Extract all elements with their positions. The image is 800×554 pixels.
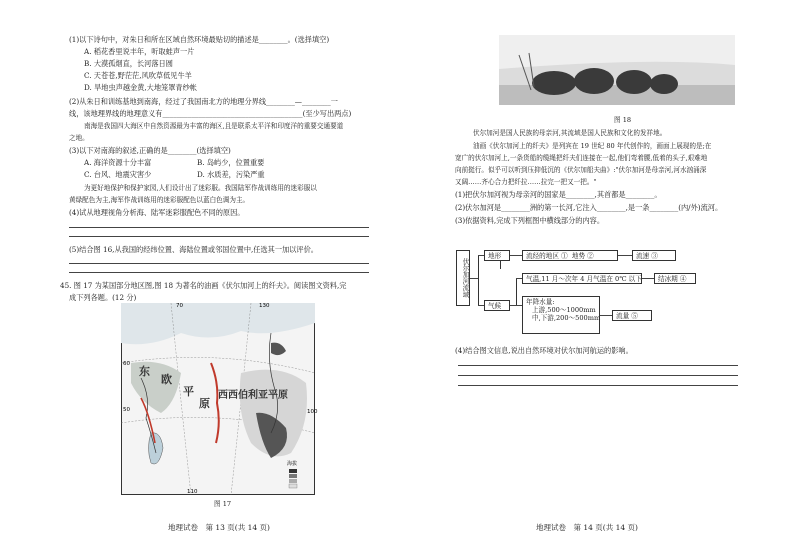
terrain-region-text: 流经的地区 ① bbox=[526, 252, 568, 260]
legend-title: 海拔 bbox=[287, 461, 298, 467]
q3-lead: (3)以下对南海的叙述,正确的是________(选择填空) bbox=[69, 146, 231, 155]
map-label-plain1: 欧 bbox=[161, 373, 172, 386]
flow-box: 流速 ③ bbox=[632, 250, 676, 261]
map-label-plain2: 平 bbox=[183, 385, 194, 398]
precip-upper: 上游,500～1000mm bbox=[532, 306, 596, 314]
painting-paragraph-1: 油画《伏尔加河上的纤夫》是列宾在 19 世纪 80 年代创作的，画面上展现的是;在 bbox=[473, 142, 712, 150]
q45-line1: 45. 图 17 为某国部分地区图,图 18 为著名的油画《伏尔加河上的纤夫》。阅读图文资料,完 bbox=[60, 281, 347, 290]
lat-label-100: 100 bbox=[307, 409, 318, 415]
painting-paragraph-3: 向前挺行。似乎可以听到压抑低沉的《伏尔加船夫曲》:"伏尔加河是母亲河,河水汹涌深 bbox=[455, 166, 707, 174]
q45-line2: 成下列各题。(12 分) bbox=[69, 293, 137, 302]
terrain-slope-text: 地势 ② bbox=[571, 252, 594, 260]
passage1-line2: 之地。 bbox=[69, 134, 89, 142]
passage2-line1: 为更好地保护和保护家园,人们设计出了迷彩服。我国陆军作战训练用的迷彩服以 bbox=[84, 184, 317, 192]
answer-line bbox=[458, 385, 738, 386]
lat-label-50: 50 bbox=[123, 407, 130, 413]
climate-box: 气候 bbox=[484, 300, 510, 311]
lon-label-70: 70 bbox=[176, 303, 183, 309]
q4-prompt: (4)结合图文信息,说出自然环境对伏尔加河航运的影响。 bbox=[455, 346, 633, 355]
q3-option-d: D. 水质差，污染严重 bbox=[197, 170, 265, 179]
freeze-box: 结冰期 ④ bbox=[654, 273, 696, 284]
fig18-caption: 图 18 bbox=[614, 116, 632, 124]
answer-line bbox=[458, 375, 738, 376]
q1-option-a: A. 稻花香里说丰年，听取蛙声一片 bbox=[84, 47, 195, 56]
painting-paragraph-4: 又阔……齐心合力把纤拉……拉完一把又一把。" bbox=[455, 178, 597, 186]
lat-label-60: 60 bbox=[123, 361, 130, 367]
intro-paragraph: 伏尔加河是国人民族的母亲河,其流域是国人民族和文化的发祥地。 bbox=[473, 129, 667, 137]
painting-paragraph-2: 宽广的伏尔加河上,一条货船的缆绳把纤夫们连接在一起,他们弯着腰,低着的头子,艰难地 bbox=[455, 154, 708, 162]
page-footer: 地理试卷 第 14 页(共 14 页) bbox=[536, 523, 638, 532]
map-label-plain3: 原 bbox=[199, 397, 210, 410]
q3-option-a: A. 海洋资源十分丰富 bbox=[84, 158, 152, 167]
q3-prompt: (3)依据资料,完成下列框图中横线部分的内容。 bbox=[455, 216, 605, 225]
passage1-line1: 南海是我国四大海区中自然资源最为丰富的海区,且是联系太平洋和印度洋的重要交通要道 bbox=[84, 122, 344, 130]
answer-line bbox=[69, 227, 369, 228]
map-label-siberia: 西西伯利亚平原 bbox=[218, 390, 288, 401]
q2-line2: 线，该地理界线的地理意义有_______________________________________(至少写出两点) bbox=[69, 109, 352, 118]
map-caption: 图 17 bbox=[214, 500, 232, 508]
q1-option-d: D. 旱地虫声越金黄,大地笼罩青纱帐 bbox=[84, 83, 197, 92]
passage2-line2: 黄绿配色为主,海军作战训练用的迷彩服配色以蓝白色调为主。 bbox=[69, 196, 250, 204]
barge-haulers-painting bbox=[499, 35, 735, 105]
q1-prompt: (1)把伏尔加河视为母亲河的国家是________,其首都是________。 bbox=[455, 190, 662, 199]
answer-line bbox=[458, 365, 738, 366]
q5-prompt: (5)结合图 16,从我国的经纬位置、海陆位置或邻国位置中,任选其一加以评价。 bbox=[69, 245, 318, 254]
diagram-side-label: 伏尔加河流域 bbox=[456, 250, 470, 306]
precip-lower: 中,下游,200～500mm bbox=[532, 314, 601, 322]
answer-line bbox=[69, 236, 369, 237]
terrain-box: 地形 bbox=[484, 250, 510, 261]
precip-title: 年降水量: bbox=[526, 298, 555, 306]
discharge-box: 流量 ⑤ bbox=[612, 310, 652, 321]
q1-lead: (1)以下诗句中，对朱日和所在区域自然环境最贴切的描述是________。(选择填空) bbox=[69, 35, 330, 44]
right-page bbox=[400, 0, 800, 554]
map-label-east: 东 bbox=[139, 365, 150, 378]
lon-label-110: 110 bbox=[187, 489, 198, 495]
q1-option-c: C. 天苍苍,野茫茫,风吹草低见牛羊 bbox=[84, 71, 192, 80]
q1-option-b: B. 大漠孤烟直，长河落日圆 bbox=[84, 59, 173, 68]
answer-line bbox=[69, 272, 369, 273]
precip-box bbox=[522, 296, 600, 334]
page-footer: 地理试卷 第 13 页(共 14 页) bbox=[168, 523, 270, 532]
climate-temp-box: 气温,11 月～次年 4 月气温在 0℃ 以下 bbox=[522, 273, 642, 284]
q4-prompt: (4)试从地理视角分析海、陆军迷彩服配色不同的原因。 bbox=[69, 208, 245, 217]
q3-option-b: B. 岛屿少，位置重要 bbox=[197, 158, 265, 167]
russia-map bbox=[121, 303, 318, 495]
q2-line1: (2)从朱日和训练基地到南海，经过了我国南北方的地理分界线________—________一 bbox=[69, 97, 338, 106]
lon-label-130: 130 bbox=[259, 303, 270, 309]
answer-line bbox=[69, 263, 369, 264]
q2-prompt: (2)伏尔加河是________洲的第一长河,它注入________,是一条________(内/外)流河。 bbox=[455, 203, 723, 212]
terrain-region-box bbox=[522, 250, 618, 261]
q3-option-c: C. 台风、地震灾害少 bbox=[84, 170, 152, 179]
